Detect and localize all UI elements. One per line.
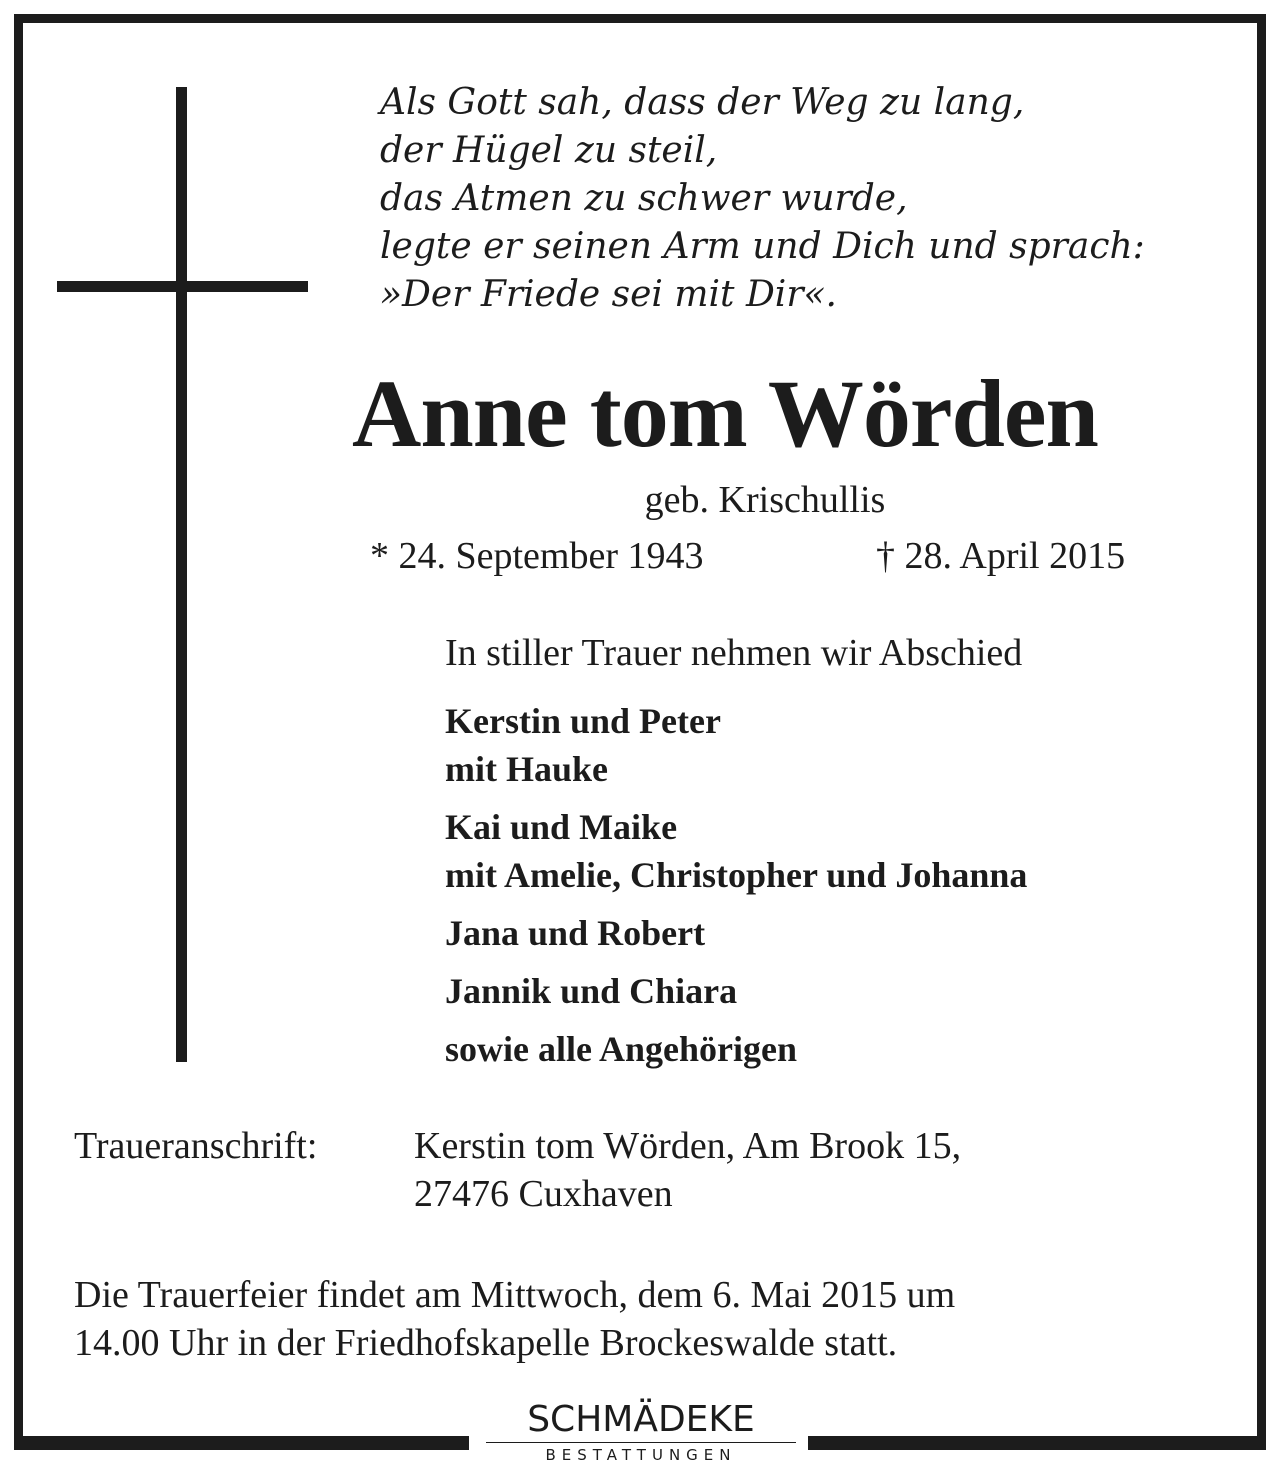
- cross-horizontal-bar: [57, 281, 308, 292]
- address-line: 27476 Cuxhaven: [414, 1173, 673, 1215]
- poem-line: das Atmen zu schwer wurde,: [380, 178, 908, 219]
- mourner-line: sowie alle Angehörigen: [445, 1029, 797, 1069]
- logo-name: SCHMÄDEKE: [527, 1399, 755, 1440]
- poem-line: legte er seinen Arm und Dich und sprach:: [380, 226, 1145, 267]
- mourner-group: [445, 697, 1027, 793]
- mourner-line: Jannik und Chiara: [445, 971, 738, 1011]
- frame-bottom-border-right: [808, 1436, 1266, 1450]
- frame-right-border: [1257, 14, 1266, 1450]
- birth-date: * 24. September 1943: [370, 535, 704, 577]
- address-label: Traueranschrift:: [74, 1125, 318, 1167]
- ceremony-line: Die Trauerfeier findet am Mittwoch, dem 6. Mai 2015 um: [74, 1274, 956, 1316]
- ceremony-notice: [74, 1271, 955, 1367]
- mourner-group: [445, 967, 1027, 1015]
- poem-line: »Der Friede sei mit Dir«.: [380, 274, 837, 315]
- ceremony-line: 14.00 Uhr in der Friedhofskapelle Brockeswalde statt.: [74, 1322, 898, 1364]
- mourners-list: [445, 697, 1027, 1083]
- mourner-line: mit Amelie, Christopher und Johanna: [445, 855, 1028, 895]
- deceased-name: Anne tom Wörden: [352, 360, 1098, 467]
- poem: [380, 79, 1145, 319]
- mourner-line: Jana und Robert: [445, 913, 706, 953]
- mourner-group: [445, 909, 1027, 957]
- mourning-intro: In stiller Trauer nehmen wir Abschied: [445, 632, 1023, 674]
- frame-top-border: [14, 14, 1266, 23]
- logo-divider: [486, 1442, 796, 1443]
- mourning-address: [74, 1122, 961, 1218]
- cross-vertical-bar: [176, 87, 187, 1062]
- mourner-line: Kai und Maike: [445, 807, 678, 847]
- mourner-group: [445, 803, 1027, 899]
- frame-bottom-border-left: [14, 1436, 469, 1450]
- maiden-name: geb. Krischullis: [644, 479, 886, 521]
- mourner-line: Kerstin und Peter: [445, 701, 721, 741]
- address-line: Kerstin tom Wörden, Am Brook 15,: [414, 1125, 962, 1167]
- funeral-home-logo: [486, 1400, 796, 1464]
- poem-line: der Hügel zu steil,: [380, 130, 718, 171]
- mourner-group: [445, 1025, 1027, 1073]
- mourner-line: mit Hauke: [445, 749, 609, 789]
- frame-left-border: [14, 14, 23, 1450]
- poem-line: Als Gott sah, dass der Weg zu lang,: [380, 82, 1025, 123]
- death-date: † 28. April 2015: [876, 535, 1126, 577]
- logo-subtitle: BESTATTUNGEN: [545, 1446, 737, 1464]
